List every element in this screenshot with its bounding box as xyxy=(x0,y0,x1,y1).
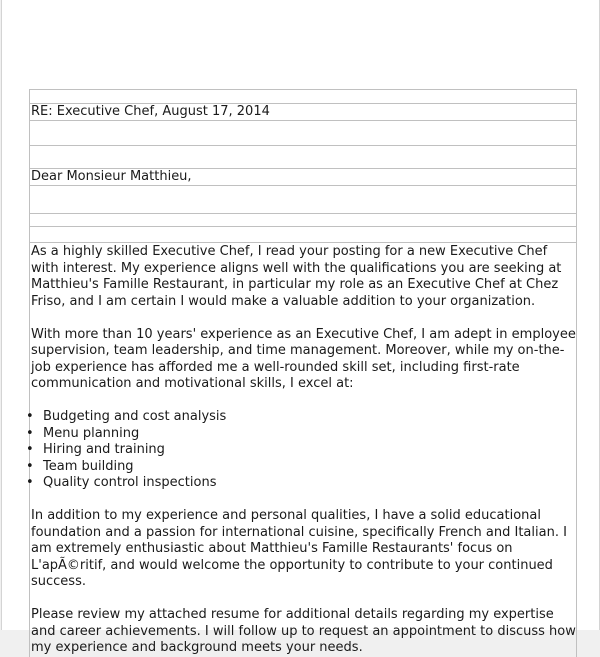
empty-row xyxy=(30,185,576,213)
bullet-icon: • xyxy=(26,409,34,424)
empty-row xyxy=(30,145,576,168)
empty-row xyxy=(30,89,576,103)
list-item: • Menu planning xyxy=(26,425,140,441)
list-item: • Hiring and training xyxy=(26,442,165,457)
salutation-row xyxy=(30,168,576,185)
paragraph-experience: With more than 10 years' experience as an Executive Chef, I am adept in employee supervision, team leadership, and time management. Moreover, while my on-the-job experience has afforded me a well-rounded skill set, including first-rate communication and motivational skills, I excel at: xyxy=(31,326,576,391)
letter-body xyxy=(26,242,576,657)
letter-sheet xyxy=(26,89,577,657)
empty-row xyxy=(30,213,576,226)
paragraph-closing: Please review my attached resume for additional details regarding my expertise and career achievements. I will follow up to request an appointment to discuss how my experience and background meets your needs. xyxy=(31,607,576,655)
bullet-icon: • xyxy=(26,475,34,490)
list-item: • Quality control inspections xyxy=(26,475,217,490)
paragraph-education: In addition to my experience and personal qualities, I have a solid educational foundation and a passion for international cuisine, specifically French and Italian. I am extremely enthusiastic about Matthieu's Famille Restaurants' focus on L'apÃ©ritif, and would welcome the opportunity to contribute to your continued success. xyxy=(31,508,567,589)
salutation: Dear Monsieur Matthieu, xyxy=(31,169,192,184)
bullet-icon: • xyxy=(26,425,34,441)
empty-row xyxy=(30,226,576,242)
subject-line: RE: Executive Chef, August 17, 2014 xyxy=(31,104,270,119)
bullet-icon: • xyxy=(26,442,34,457)
paragraph-intro: As a highly skilled Executive Chef, I read your posting for a new Executive Chef with interest. My experience aligns well with the qualifications you are seeking at Matthieu's Famille Restaurant, in particular my role as an Executive Chef at Chez Friso, and I am certain I would make a valuable addition to your organization. xyxy=(31,244,562,309)
list-item: • Budgeting and cost analysis xyxy=(26,409,227,424)
bullet-icon: • xyxy=(26,458,34,474)
document-page xyxy=(1,0,600,655)
empty-row xyxy=(30,120,576,145)
skills-list xyxy=(26,409,576,492)
list-item: • Team building xyxy=(26,458,134,474)
subject-row xyxy=(30,103,576,120)
